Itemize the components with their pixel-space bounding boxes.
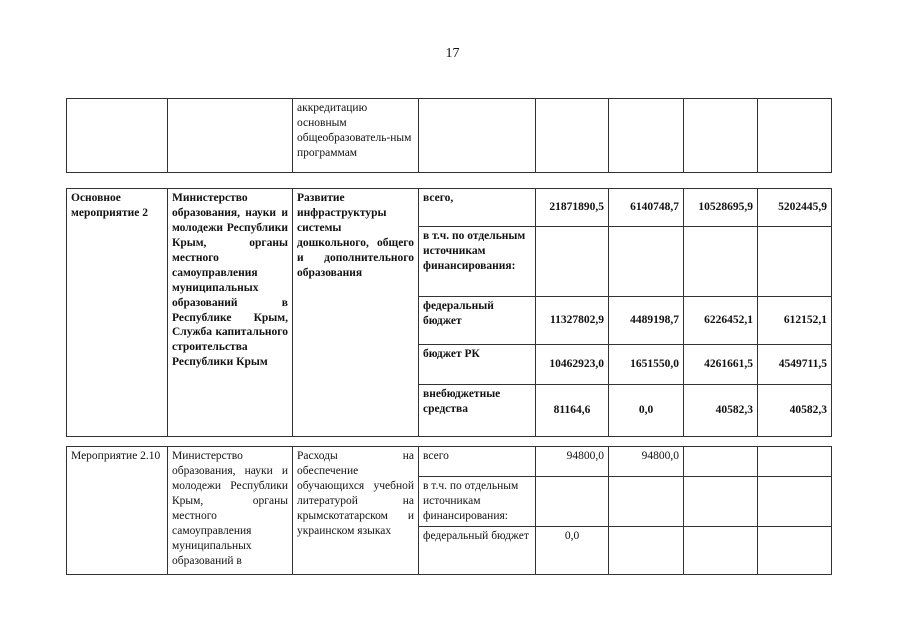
value-cell: 0,0 [609,385,684,437]
value-cell: 40582,3 [758,385,832,437]
source-cell: федеральный бюджет [419,297,536,345]
value-cell: 4549711,5 [758,345,832,385]
value-cell: 94800,0 [536,447,609,477]
value-cell: 11327802,9 [536,297,609,345]
value-cell: 81164,6 [536,385,609,437]
value-cell [758,447,832,477]
page-number: 17 [445,46,460,61]
source-cell: всего [419,447,536,477]
source-cell: всего, [419,189,536,227]
source-cell [419,99,536,173]
executor-cell: Министерство образования, науки и молодежи Республики Крым, органы местного самоуправления муниципальных образований в Республике Крым, Служба капитального строительства Республики Крым [168,189,293,437]
value-cell [609,477,684,527]
source-cell: бюджет РК [419,345,536,385]
value-cell [684,227,758,297]
value-cell: 1651550,0 [609,345,684,385]
value-cell: 4489198,7 [609,297,684,345]
value-cell [758,477,832,527]
event-cell [67,99,168,173]
source-cell: в т.ч. по отдельным источникам финансирования: [419,227,536,297]
executor-cell: Министерство образования, науки и молодежи Республики Крым, органы местного самоуправления муниципальных образований в [168,447,293,575]
table-row [67,189,832,227]
value-cell: 6226452,1 [684,297,758,345]
value-cell: 21871890,5 [536,189,609,227]
source-cell: федеральный бюджет [419,527,536,575]
activity-cell: аккредитацию основным общеобразователь-ным программам [293,99,419,173]
value-cell: 612152,1 [758,297,832,345]
value-cell [536,477,609,527]
activity-cell: Развитие инфраструктуры системы дошкольного, общего и дополнительного образования [293,189,419,437]
value-cell [758,527,832,575]
value-cell [684,477,758,527]
value-cell [758,227,832,297]
table-main-event-2 [66,188,832,437]
value-cell [609,527,684,575]
value-cell: 0,0 [536,527,609,575]
value-cell [684,527,758,575]
table-event-2-10 [66,446,832,575]
value-cell: 4261661,5 [684,345,758,385]
table-row [67,447,832,477]
event-cell: Мероприятие 2.10 [67,447,168,575]
source-cell: внебюджетные средства [419,385,536,437]
source-cell: в т.ч. по отдельным источникам финансирования: [419,477,536,527]
event-cell: Основное мероприятие 2 [67,189,168,437]
value-cell [609,227,684,297]
executor-cell [168,99,293,173]
value-cell: 5202445,9 [758,189,832,227]
value-cell: 6140748,7 [609,189,684,227]
value-cell: 10528695,9 [684,189,758,227]
value-cell [536,227,609,297]
value-cell: 40582,3 [684,385,758,437]
table-continuation [66,98,832,173]
value-cell [684,447,758,477]
value-cell: 94800,0 [609,447,684,477]
value-cell: 10462923,0 [536,345,609,385]
table-row [67,99,832,173]
activity-cell: Расходы на обеспечение обучающихся учебной литературой на крымскотатарском и украинском языках [293,447,419,575]
